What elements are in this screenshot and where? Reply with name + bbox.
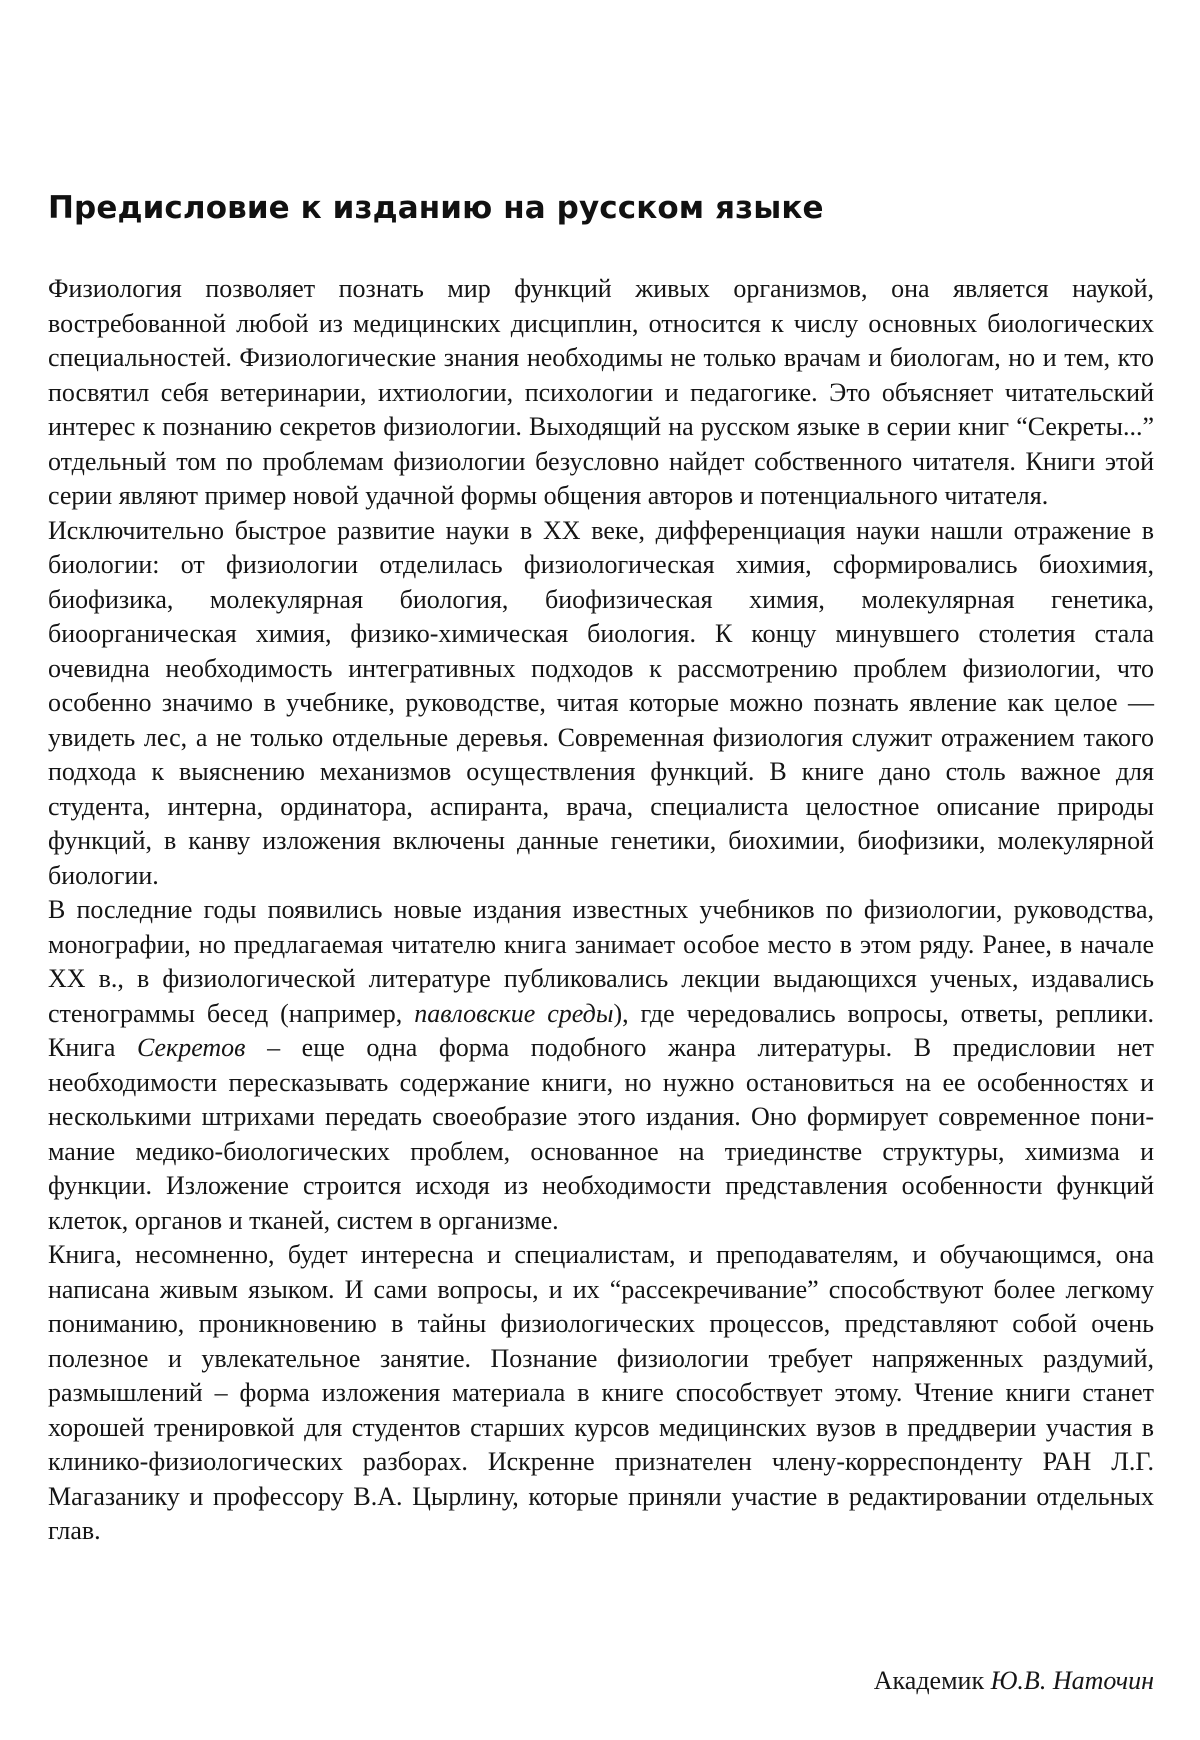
signature [874, 1664, 1154, 1698]
text-run: Физиология позволяет познать мир функций живых организмов, она является нау­кой, востребованной любой из медицинских дисциплин, относится к числу основ­ных биологических специальностей. Физиологические знания необходимы не толь­ко врачам и биологам, но и тем, кто посвятил себя ветеринарии, ихтиологии, психо­логии и педагогике. Это объясняет читательский интерес к познанию секретов физиологии. Выходящий на русском языке в серии книг “Секреты...” отдельный том по проблемам физиологии безусловно найдет собственного читателя. Книги этой се­рии являют пример новой удачной формы общения авторов и потенциального чита­теля. [48, 274, 1154, 510]
text-run: В последние годы появились новые издания известных учебников по физиологии, руководства, монографии, но предлагаемая читателю книга занимает особое место в этом ряду. Ранее, в начале XX в., в физиологической литературе публиковались лекции выдающихся ученых, издавались стенограммы бесед (например, [48, 895, 1154, 1028]
italic-text: павловские среды [414, 999, 613, 1028]
italic-text: Секретов [137, 1033, 245, 1062]
paragraph [48, 1238, 1154, 1549]
text-run: Книга, несомненно, будет интересна и специалистам, и преподавателям, и обучаю­щимся, она написана живым языком. И сами вопросы, и их “рассекречивание” спо­собствуют более легкому пониманию, проникновению в тайны физиологических процессов, представляют собой очень полезное и увлекательное занятие. Познание физиологии требует напряженных раздумий, размышлений – форма изложения ма­териала в книге способствует этому. Чтение книги станет хорошей тренировкой для студентов старших курсов медицинских вузов в преддверии участия в клинико-фи­зиологических разборах. Искренне признателен члену-корреспонденту РАН Л.Г. Магазанику и профессору В.А. Цырлину, которые приняли участие в редакти­ровании отдельных глав. [48, 1240, 1154, 1545]
page-title: Предисловие к изданию на русском языке [48, 188, 1148, 228]
signature-name: Ю.В. Наточин [991, 1666, 1154, 1695]
signature-role: Академик [874, 1666, 984, 1695]
paragraph [48, 272, 1154, 514]
text-run: ), где чередовались вопросы, ответы, реплики. Книга [48, 999, 1154, 1063]
paragraph [48, 514, 1154, 894]
book-page [0, 0, 1200, 1740]
text-run: – еще одна форма подобного жанра литературы. В предисловии нет необходимости пересказы­вать содержание книги, но нужно остановиться на ее особенностях и несколькими штрихами передать своеобразие этого издания. Оно формирует современное пони­мание медико-биологических проблем, основанное на триединстве структуры, хи­мизма и функции. Изложение строится исходя из необходимости представления особенности функций клеток, органов и тканей, систем в организме. [48, 1033, 1154, 1235]
paragraph [48, 893, 1154, 1238]
text-run: Исключительно быстрое развитие науки в XX веке, дифференциация науки нашли отражение в биологии: от физиологии отделилась физиологическая химия, сформи­ровались биохимия, биофизика, молекулярная биология, биофизическая химия, мо­лекулярная генетика, биоорганическая химия, физико-химическая биология. К кон­цу минувшего столетия стала очевидна необходимость интегративных подходов к рассмотрению проблем физиологии, что особенно значимо в учебнике, руково­дстве, читая которые можно познать явление как целое — увидеть лес, а не только отдельные деревья. Современная физиология служит отражением такого подхода к выяснению механизмов осуществления функций. В книге дано столь важное для студента, интерна, ординатора, аспиранта, врача, специалиста целостное описание природы функций, в канву изложения включены данные генетики, биохимии, био­физики, молекулярной биологии. [48, 516, 1154, 890]
preface-body [48, 272, 1154, 1549]
